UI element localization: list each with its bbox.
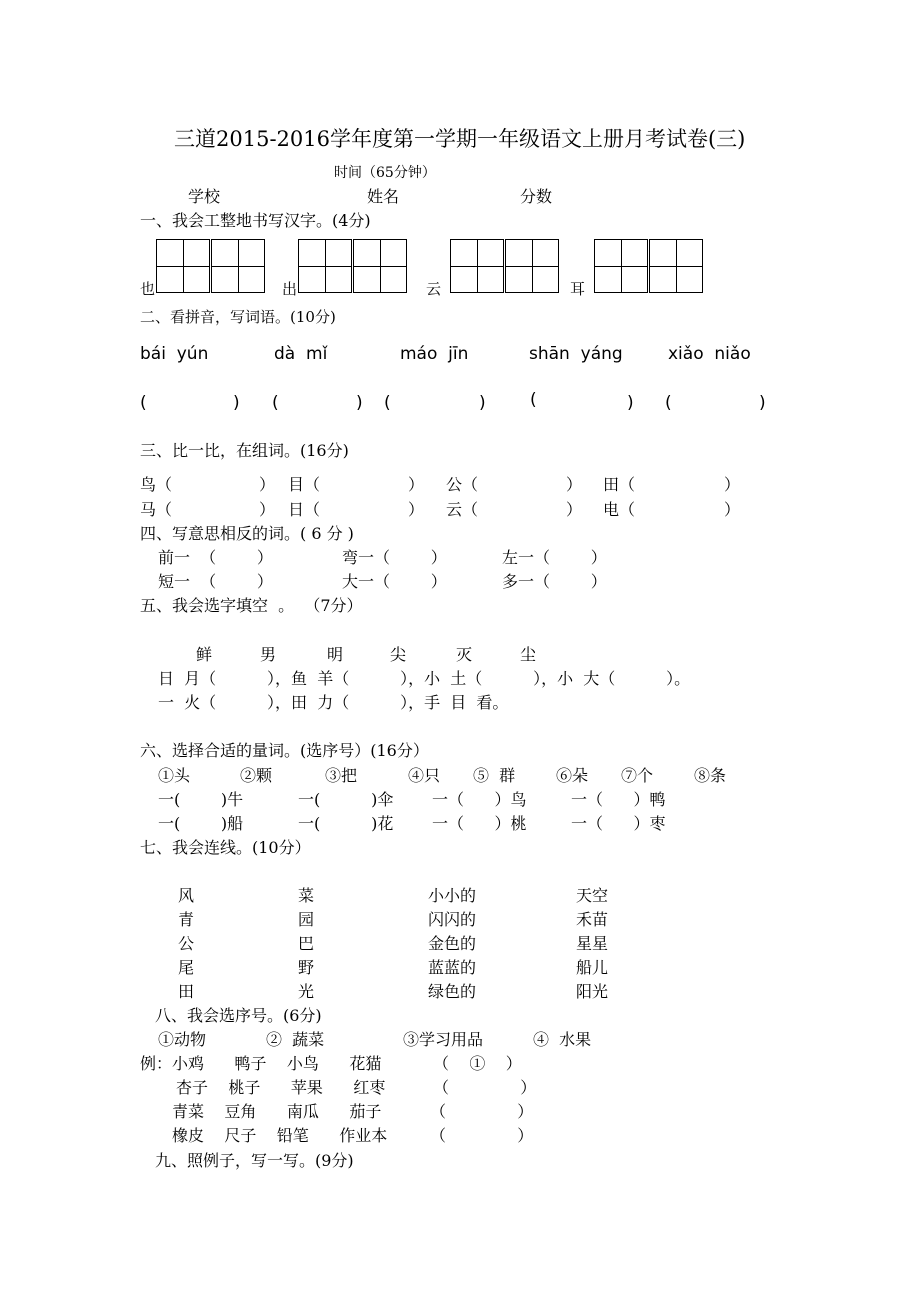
match-item-col2[interactable]: 野 [298,958,315,977]
word-prompt: 鸟（ [140,475,173,494]
word-paren-close: ） [259,500,276,519]
category-row-answer: （ ） [433,1078,537,1097]
section-8-heading: 八、我会选序号。(6分) [155,1006,322,1025]
writing-grid-3[interactable] [450,239,560,293]
s1-char-2: 出 [282,280,298,298]
pinyin-1: bái yún [140,344,209,364]
category-row-answer: （ ） [430,1126,534,1145]
measure-option: ②颗 [240,766,273,785]
measure-item: 一（ ）桃 [432,814,527,833]
antonym-item: 弯一（ ） [342,548,447,567]
section-9-heading: 九、照例子，写一写。(9分) [155,1151,354,1170]
pinyin-3: máo jīn [400,344,469,364]
word-prompt: 日（ [288,500,321,519]
pinyin-2: dà mǐ [274,344,328,364]
writing-grid-1[interactable] [156,239,266,293]
category-row-words: 青菜 豆角 南瓜 茄子 [172,1102,382,1121]
section-6-heading: 六、选择合适的量词。(选序号）(16分） [140,741,429,760]
word-paren-close: ） [408,475,425,494]
category-row-words: 例：小鸡 鸭子 小鸟 花猫 [140,1054,382,1073]
choice-char: 明 [327,645,344,664]
word-prompt: 云（ [446,500,479,519]
answer-paren-close: ) [356,393,363,413]
answer-paren-open: ( [665,393,672,413]
measure-item: 一( )船 [158,814,244,833]
word-prompt: 公（ [446,475,479,494]
answer-paren-close: ) [627,393,634,413]
match-item-col3[interactable]: 蓝蓝的 [428,958,477,977]
answer-paren-open: ( [530,390,537,410]
choice-char: 尘 [520,645,537,664]
section-7-heading: 七、我会连线。(10分） [140,838,311,857]
category-row-words: 杏子 桃子 苹果 红枣 [176,1078,386,1097]
antonym-item: 短一 （ ） [158,572,273,591]
pinyin-5: xiǎo niǎo [668,344,751,364]
measure-option: ⑧条 [694,766,727,785]
measure-item: 一( )牛 [158,790,244,809]
word-paren-close: ） [724,475,741,494]
word-paren-close: ） [724,500,741,519]
school-field-label: 学校 [188,187,221,206]
measure-item: 一( )伞 [298,790,394,809]
measure-item: 一（ ）鸭 [571,790,666,809]
measure-option: ①头 [158,766,191,785]
match-item-col3[interactable]: 绿色的 [428,982,477,1001]
answer-paren-close: ) [479,393,486,413]
match-item-col4[interactable]: 阳光 [576,982,609,1001]
answer-paren-close: ) [233,393,240,413]
match-item-col4[interactable]: 船儿 [576,958,609,977]
word-prompt: 马（ [140,500,173,519]
match-item-col4[interactable]: 禾苗 [576,910,609,929]
antonym-item: 多一（ ） [502,572,607,591]
match-item-col3[interactable]: 闪闪的 [428,910,477,929]
measure-option: ③把 [325,766,358,785]
category-option: ② 蔬菜 [266,1030,325,1049]
s1-char-3: 云 [426,280,442,298]
writing-grid-2[interactable] [298,239,408,293]
measure-option: ⑤ 群 [473,766,516,785]
match-item-col2[interactable]: 巴 [298,934,315,953]
choice-char: 灭 [456,645,473,664]
word-prompt: 田（ [603,475,636,494]
answer-paren-close: ) [759,393,766,413]
word-prompt: 目（ [288,475,321,494]
exam-time: 时间（65分钟） [334,165,436,181]
writing-grid-4[interactable] [594,239,704,293]
match-item-col1[interactable]: 风 [178,886,195,905]
match-item-col2[interactable]: 菜 [298,886,315,905]
measure-item: 一( )花 [298,814,394,833]
antonym-item: 大一（ ） [342,572,447,591]
measure-option: ⑥朵 [556,766,589,785]
antonym-item: 前一 （ ） [158,548,273,567]
category-option: ①动物 [158,1030,207,1049]
s1-char-1: 也 [140,280,156,298]
section-3-heading: 三、比一比，在组词。(16分) [140,441,349,460]
word-paren-close: ） [408,500,425,519]
section-4-heading: 四、写意思相反的词。( 6 分 ) [140,524,354,543]
section-5-heading: 五、我会选字填空 。 （7分） [140,596,363,615]
match-item-col2[interactable]: 光 [298,982,315,1001]
measure-option: ⑦个 [621,766,654,785]
answer-paren-open: ( [272,393,279,413]
match-item-col3[interactable]: 金色的 [428,934,477,953]
match-item-col2[interactable]: 园 [298,910,315,929]
match-item-col3[interactable]: 小小的 [428,886,477,905]
word-prompt: 电（ [603,500,636,519]
measure-item: 一（ ）鸟 [432,790,527,809]
fill-line-2: 一 火（ ），田 力（ ），手 目 看。 [158,693,509,712]
category-row-answer: （ ） [430,1102,534,1121]
match-item-col4[interactable]: 星星 [576,934,609,953]
category-option: ③学习用品 [403,1030,484,1049]
match-item-col4[interactable]: 天空 [576,886,609,905]
section-2-heading: 二、看拼音，写词语。(10分) [140,308,336,326]
s1-char-4: 耳 [570,280,586,298]
pinyin-4: shān yáng [529,344,623,364]
fill-line-1: 日 月（ ），鱼 羊（ ），小 土（ ），小 大（ ）。 [158,669,691,688]
name-field-label: 姓名 [367,187,400,206]
section-1-heading: 一、我会工整地书写汉字。(4分) [140,211,371,230]
match-item-col1[interactable]: 公 [178,934,195,953]
score-field-label: 分数 [520,187,553,206]
category-row-answer: （ ① ） [433,1054,522,1073]
word-paren-close: ） [566,500,583,519]
match-item-col1[interactable]: 尾 [178,958,195,977]
word-paren-close: ） [566,475,583,494]
word-paren-close: ） [259,475,276,494]
match-item-col1[interactable]: 青 [178,910,195,929]
answer-paren-open: ( [384,393,391,413]
choice-char: 鲜 [196,645,213,664]
match-item-col1[interactable]: 田 [178,982,195,1001]
answer-paren-open: ( [140,393,147,413]
page-title: 三道2015-2016学年度第一学期一年级语文上册月考试卷(三) [174,127,746,151]
category-option: ④ 水果 [533,1030,592,1049]
choice-char: 男 [260,645,277,664]
antonym-item: 左一（ ） [502,548,607,567]
category-row-words: 橡皮 尺子 铅笔 作业本 [172,1126,388,1145]
measure-option: ④只 [408,766,441,785]
choice-char: 尖 [390,645,407,664]
measure-item: 一（ ）枣 [571,814,666,833]
